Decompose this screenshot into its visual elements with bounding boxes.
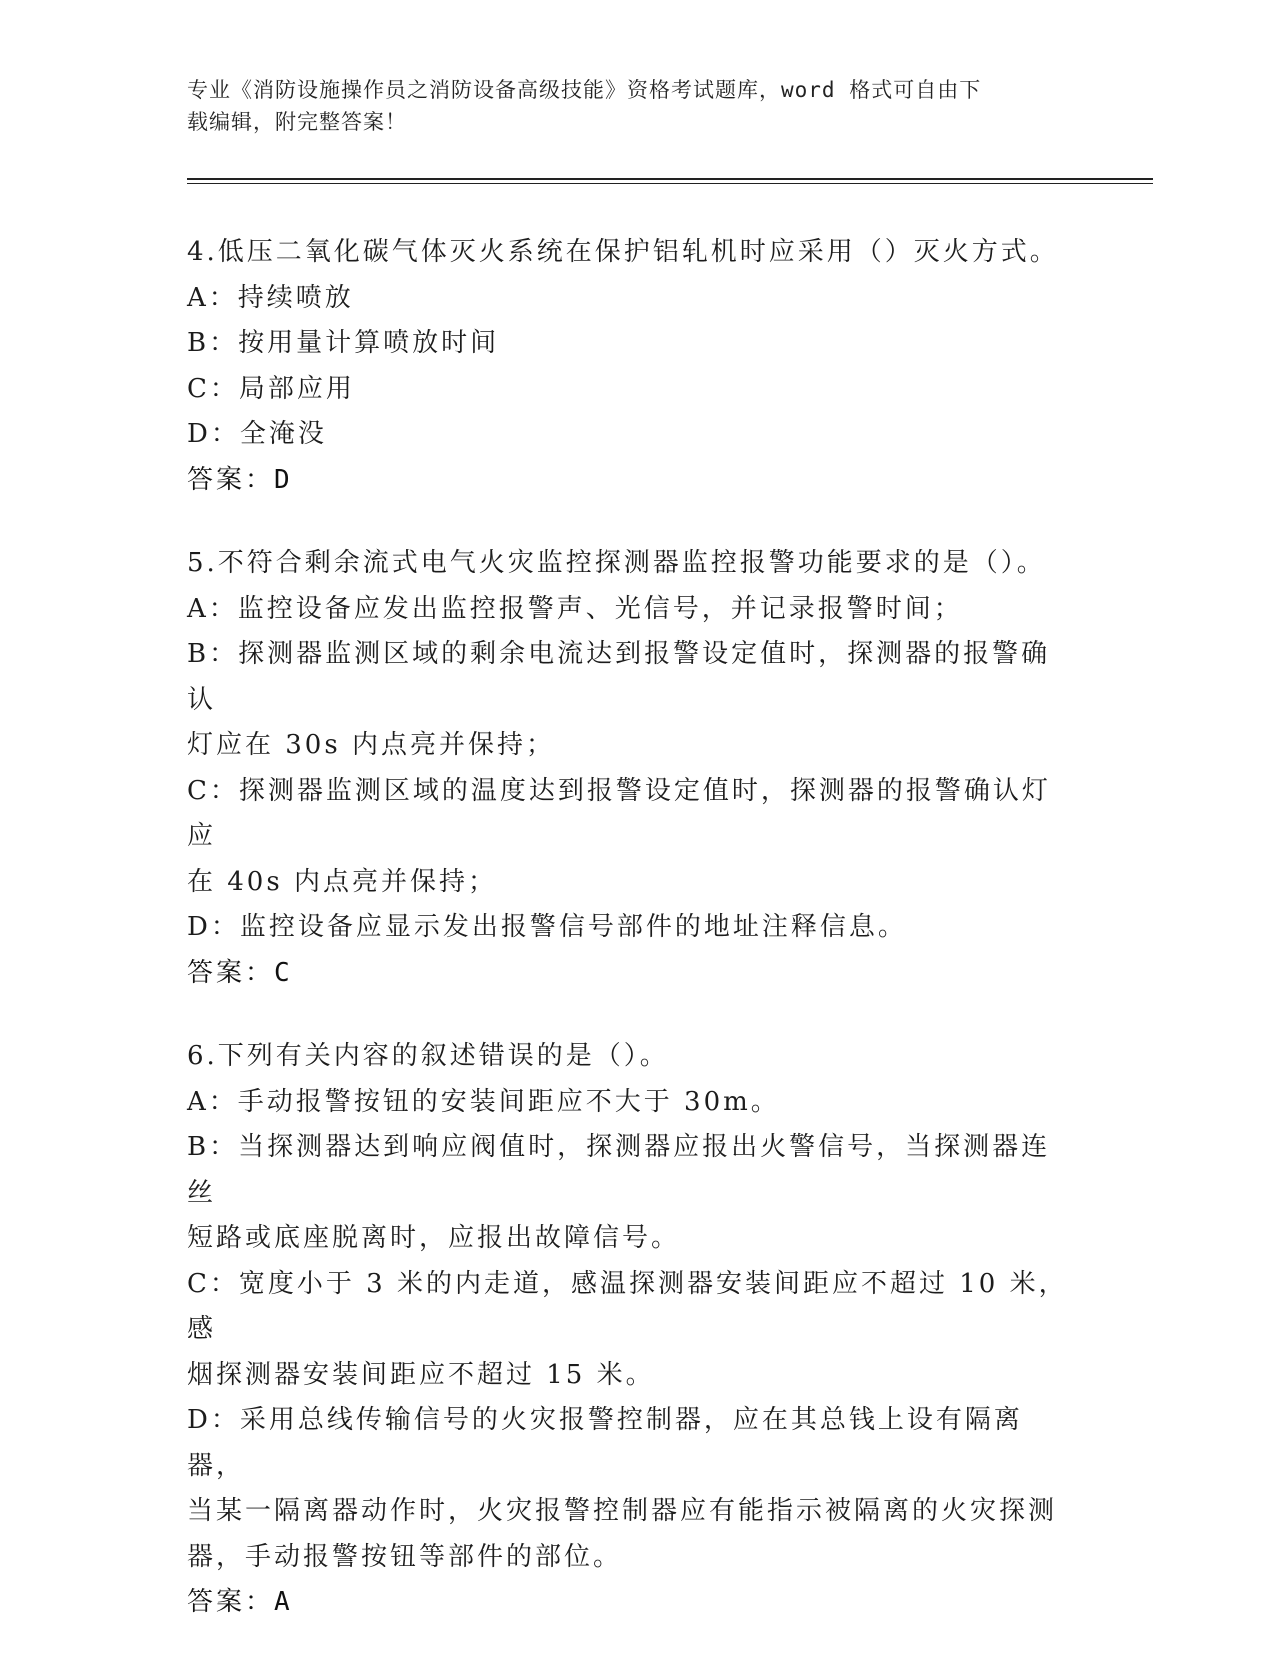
- option-b-line-2: 短路或底座脱离时，应报出故障信号。: [187, 1223, 681, 1253]
- option-a: A：监控设备应发出监控报警声、光信号，并记录报警时间；: [187, 593, 963, 624]
- option-c-line-1: C：探测器监测区域的温度达到报警设定值时，探测器的报警确认灯应: [187, 775, 1051, 851]
- option-c: C：局部应用: [187, 373, 355, 404]
- answer-value: C: [274, 957, 291, 988]
- header-divider-thick: [187, 178, 1153, 180]
- header-line-1: 专业《消防设施操作员之消防设备高级技能》资格考试题库，word 格式可自由下: [187, 78, 982, 102]
- option-a: A：手动报警按钮的安装间距应不大于 30m。: [187, 1086, 780, 1117]
- option-b-line-1: B：探测器监测区域的剩余电流达到报警设定值时，探测器的报警确认: [187, 639, 1051, 715]
- answer-line: [187, 1580, 1077, 1626]
- question-4: [187, 230, 1077, 503]
- answer-label: 答案：: [187, 957, 275, 988]
- option-c-line-2: 烟探测器安装间距应不超过 15 米。: [187, 1359, 655, 1390]
- option-d: D：监控设备应显示发出报警信号部件的地址注释信息。: [187, 912, 907, 942]
- question-5: [187, 541, 1077, 996]
- answer-value: A: [274, 1587, 291, 1617]
- answer-line: [187, 951, 1077, 997]
- question-stem: 6.下列有关内容的叙述错误的是（）。: [187, 1041, 669, 1071]
- answer-label: 答案：: [187, 1587, 275, 1617]
- answer-value: D: [274, 464, 291, 495]
- question-6: [187, 1034, 1077, 1626]
- option-b-line-1: B：当探测器达到响应阀值时，探测器应报出火警信号，当探测器连丝: [187, 1132, 1051, 1208]
- option-d-line-3: 器，手动报警按钮等部件的部位。: [187, 1541, 623, 1572]
- option-d: D：全淹没: [187, 419, 327, 449]
- answer-line: [187, 458, 1077, 504]
- option-a: A：持续喷放: [187, 282, 354, 313]
- question-list: [187, 230, 1077, 1664]
- question-stem: 4.低压二氧化碳气体灭火系统在保护铝轧机时应采用（）灭火方式。: [187, 237, 1059, 267]
- option-b: B：按用量计算喷放时间: [187, 328, 500, 358]
- option-b-line-2: 灯应在 30s 内点亮并保持；: [187, 730, 555, 760]
- question-stem: 5.不符合剩余流式电气火灾监控探测器监控报警功能要求的是（）。: [187, 548, 1046, 578]
- document-header: [187, 74, 1067, 138]
- header-line-2: 载编辑，附完整答案！: [187, 110, 407, 134]
- header-divider-thin: [187, 183, 1153, 184]
- answer-label: 答案：: [187, 464, 275, 495]
- option-d-line-2: 当某一隔离器动作时，火灾报警控制器应有能指示被隔离的火灾探测: [187, 1496, 1058, 1526]
- option-d-line-1: D：采用总线传输信号的火灾报警控制器，应在其总钱上设有隔离器，: [187, 1405, 1023, 1481]
- option-c-line-1: C：宽度小于 3 米的内走道，感温探测器安装间距应不超过 10 米，感: [187, 1268, 1068, 1344]
- option-c-line-2: 在 40s 内点亮并保持；: [187, 866, 497, 897]
